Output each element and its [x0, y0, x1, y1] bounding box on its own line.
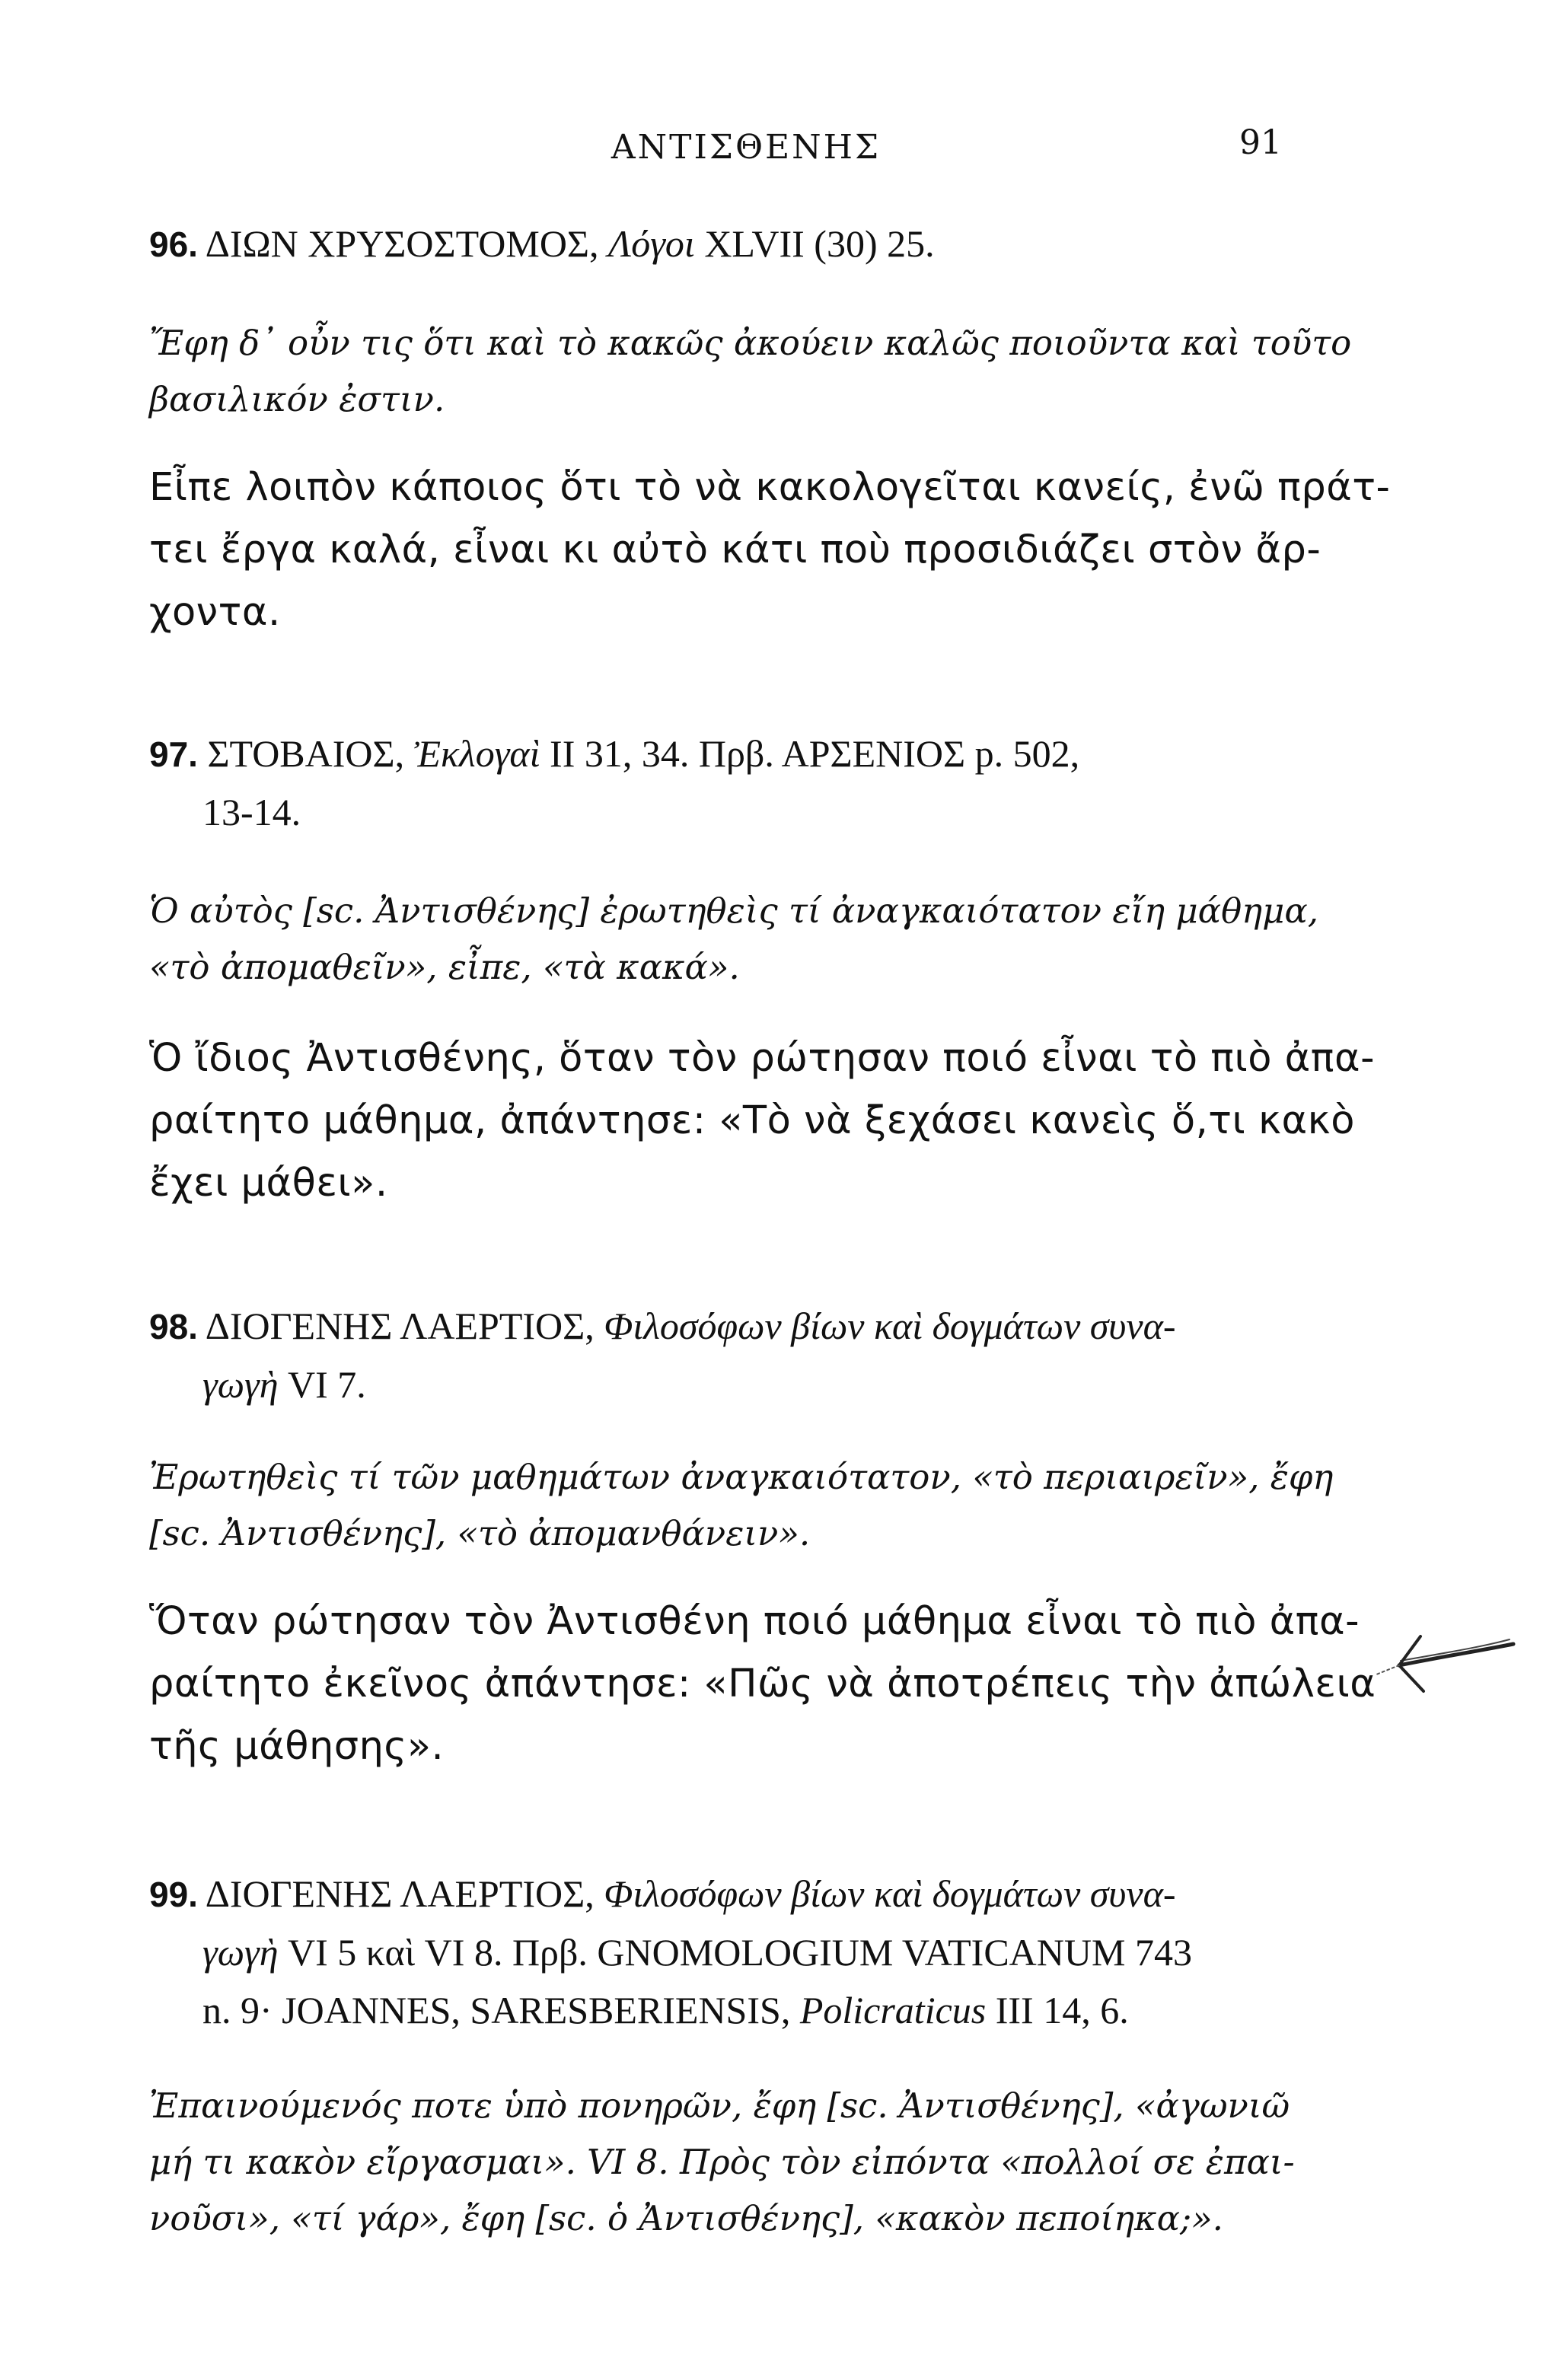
entry-96-source: [149, 215, 1337, 273]
source-author: ΔΙΟΓΕΝΗΣ ΛΑΕΡΤΙΟΣ,: [205, 1872, 595, 1915]
source-work-continued: γωγὴ: [202, 1931, 279, 1974]
quote-line: [sc. Ἀντισθένης], «τὸ ἀπομανθάνειν».: [149, 1513, 811, 1553]
source-work-continued: γωγὴ: [202, 1363, 279, 1406]
source-reference-continued: n. 9· JOANNES, SARESBERIENSIS,: [202, 1989, 791, 2031]
quote-line: Ἐπαινούμενός ποτε ὑπὸ πονηρῶν, ἔφη [sc. Ἀντισθένης], «ἀγωνιῶ: [149, 2085, 1290, 2126]
translation-line: Εἶπε λοιπὸν κάποιος ὅτι τὸ νὰ κακολογεῖται κανείς, ἐνῶ πράτ-: [149, 465, 1391, 510]
source-work: Φιλοσόφων βίων καὶ δογμάτων συνα-: [604, 1872, 1176, 1915]
entry-97-translation: [149, 1028, 1376, 1215]
source-reference: XLVII (30) 25.: [704, 222, 935, 265]
translation-line: Ὁ ἴδιος Ἀντισθένης, ὅταν τὸν ρώτησαν ποιό εἶναι τὸ πιὸ ἀπα-: [149, 1036, 1376, 1081]
source-reference-continued: 13-14.: [202, 791, 301, 833]
entry-98-source: [149, 1297, 1337, 1413]
quote-line: «τὸ ἀπομαθεῖν», εἶπε, «τὰ κακά».: [149, 947, 740, 987]
entry-97-quote: [149, 883, 1337, 996]
quote-line: νοῦσι», «τί γάρ», ἔφη [sc. ὁ Ἀντισθένης], «κακὸν πεποίηκα;».: [149, 2198, 1223, 2238]
entry-99-source: [149, 1865, 1337, 2039]
entry-number: 98.: [149, 1307, 198, 1346]
source-work: Φιλοσόφων βίων καὶ δογμάτων συνα-: [604, 1305, 1176, 1347]
running-header-title: ΑΝΤΙΣΘΕΝΗΣ: [611, 128, 882, 167]
source-reference: II 31, 34. Πρβ. ΑΡΣΕΝΙΟΣ p. 502,: [550, 732, 1080, 775]
source-author: ΔΙΟΓΕΝΗΣ ΛΑΕΡΤΙΟΣ,: [205, 1305, 595, 1347]
entry-number: 97.: [149, 734, 198, 774]
entry-96-quote: [149, 315, 1352, 428]
entry-99-quote: [149, 2078, 1337, 2247]
source-author: ΣΤΟΒΑΙΟΣ,: [207, 732, 405, 775]
source-reference: VI 5 καὶ VI 8. Πρβ. GNOMOLOGIUM VATICANUM 743: [288, 1931, 1192, 1974]
source-work: Λόγοι: [608, 222, 695, 265]
source-reference: VI 7.: [288, 1363, 366, 1406]
quote-line: Ὁ αὐτὸς [sc. Ἀντισθένης] ἐρωτηθεὶς τί ἀναγκαιότατον εἴη μάθημα,: [149, 891, 1319, 931]
translation-line: ἔχει μάθει».: [149, 1161, 388, 1206]
quote-line: μή τι κακὸν εἴργασμαι». VI 8. Πρὸς τὸν εἰπόντα «πολλοί σε ἐπαι-: [149, 2142, 1295, 2182]
hand-drawn-arrow-icon: [1353, 1621, 1521, 1705]
entry-96-translation: [149, 457, 1391, 644]
translation-line: ραίτητο μάθημα, ἀπάντησε: «Τὸ νὰ ξεχάσει κανεὶς ὅ,τι κακὸ: [149, 1098, 1355, 1143]
entry-97-source: [149, 725, 1337, 841]
translation-line: τῆς μάθησης».: [149, 1724, 445, 1769]
quote-line: Ἐρωτηθεὶς τί τῶν μαθημάτων ἀναγκαιότατον, «τὸ περιαιρεῖν», ἔφη: [149, 1457, 1334, 1497]
quote-line: βασιλικόν ἐστιν.: [149, 379, 445, 419]
source-work: Ἐκλογαὶ: [413, 732, 540, 775]
translation-line: Ὅταν ρώτησαν τὸν Ἀντισθένη ποιό μάθημα εἶναι τὸ πιὸ ἀπα-: [149, 1599, 1360, 1644]
translation-line: τει ἔργα καλά, εἶναι κι αὐτὸ κάτι ποὺ προσιδιάζει στὸν ἄρ-: [149, 527, 1321, 572]
source-reference-latin: III 14, 6.: [995, 1989, 1129, 2031]
entry-98-quote: [149, 1449, 1337, 1562]
source-author: ΔΙΩΝ ΧΡΥΣΟΣΤΟΜΟΣ,: [205, 222, 599, 265]
entry-number: 99.: [149, 1875, 198, 1914]
entry-number: 96.: [149, 225, 198, 264]
entry-98-translation: [149, 1591, 1376, 1778]
translation-line: ραίτητο ἐκεῖνος ἀπάντησε: «Πῶς νὰ ἀποτρέπεις τὴν ἀπώλεια: [149, 1662, 1376, 1706]
quote-line: Ἔφη δ᾽ οὖν τις ὅτι καὶ τὸ κακῶς ἀκούειν καλῶς ποιοῦντα καὶ τοῦτο: [149, 323, 1352, 363]
page-number: 91: [1239, 123, 1282, 162]
translation-line: χοντα.: [149, 590, 281, 635]
source-work-latin: Policraticus: [799, 1989, 987, 2031]
